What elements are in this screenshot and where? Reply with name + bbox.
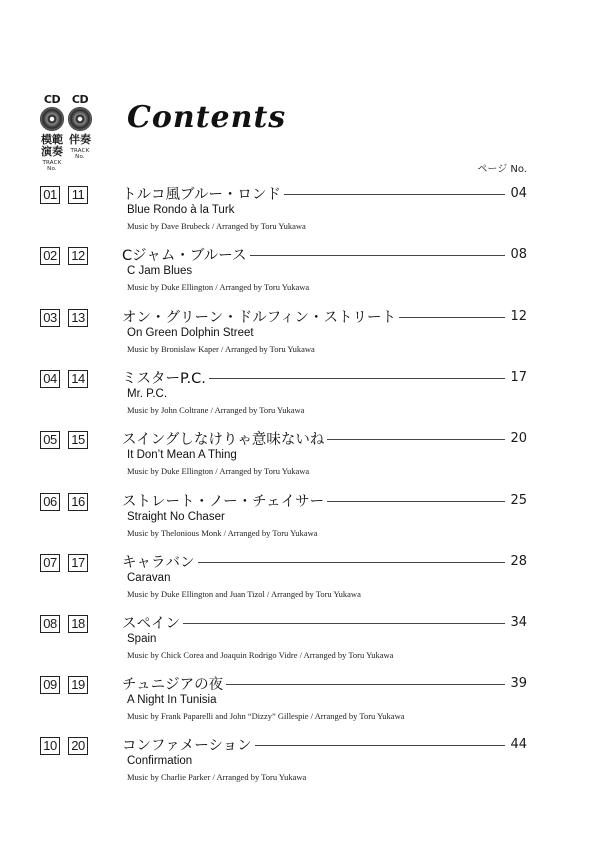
contents-entry[interactable] (0, 182, 610, 242)
cd-disc-icon (68, 107, 92, 131)
credit-line: Music by Dave Brubeck / Arranged by Toru Yukawa (127, 221, 306, 231)
page-number: 28 (510, 553, 527, 569)
japanese-title: オン・グリーン・ドルフィン・ストリート (122, 309, 397, 326)
dot-leader (209, 378, 506, 379)
accompaniment-track-number: 16 (68, 493, 88, 511)
contents-entry[interactable] (0, 611, 610, 671)
accompaniment-track-number: 19 (68, 676, 88, 694)
credit-line: Music by Frank Paparelli and John “Dizzy” Gillespie / Arranged by Toru Yukawa (127, 711, 405, 721)
contents-entry[interactable] (0, 427, 610, 487)
english-title: Spain (127, 633, 157, 645)
contents-entry[interactable] (0, 305, 610, 365)
page-number: 39 (510, 675, 527, 691)
credit-line: Music by Thelonious Monk / Arranged by Toru Yukawa (127, 528, 318, 538)
japanese-title: ストレート・ノー・チェイサー (122, 493, 325, 510)
english-title: It Don’t Mean A Thing (127, 449, 237, 461)
accompaniment-track-number: 12 (68, 247, 88, 265)
english-title: Straight No Chaser (127, 511, 225, 523)
page-number: 17 (510, 369, 527, 385)
english-title: Confirmation (127, 755, 193, 767)
dot-leader (327, 439, 505, 440)
credit-line: Music by Duke Ellington / Arranged by Toru Yukawa (127, 466, 310, 476)
dot-leader (399, 317, 505, 318)
accompaniment-track-number: 20 (68, 737, 88, 755)
credit-line: Music by Charlie Parker / Arranged by Toru Yukawa (127, 772, 307, 782)
page-title: Contents (127, 100, 287, 135)
cd-sub-label: 伴奏 (69, 133, 91, 146)
dot-leader (250, 255, 506, 256)
japanese-title: Cジャム・ブルース (122, 247, 247, 264)
dot-leader (284, 194, 506, 195)
model-track-number: 02 (40, 247, 60, 265)
japanese-title: スペイン (122, 615, 180, 632)
model-track-number: 05 (40, 431, 60, 449)
title-line (122, 550, 527, 572)
model-track-number: 01 (40, 186, 60, 204)
dot-leader (226, 684, 505, 685)
english-title: Caravan (127, 572, 171, 584)
japanese-title: トルコ風ブルー・ロンド (122, 186, 281, 203)
contents-entry[interactable] (0, 243, 610, 303)
cd-track-no-label: TRACK No. (70, 148, 90, 160)
credit-line: Music by John Coltrane / Arranged by Toru Yukawa (127, 405, 305, 415)
credit-line: Music by Duke Ellington / Arranged by Toru Yukawa (127, 282, 310, 292)
title-line (122, 305, 527, 327)
japanese-title: ミスターP.C. (122, 370, 206, 387)
cd-sub-label: 模範 演奏 (41, 133, 63, 158)
accompaniment-track-number: 14 (68, 370, 88, 388)
title-line (122, 611, 527, 633)
english-title: A Night In Tunisia (127, 694, 217, 706)
japanese-title: コンファメーション (122, 737, 252, 754)
contents-entry[interactable] (0, 672, 610, 732)
model-track-number: 04 (40, 370, 60, 388)
contents-entry[interactable] (0, 733, 610, 793)
dot-leader (255, 745, 506, 746)
title-line (122, 427, 527, 449)
model-track-number: 03 (40, 309, 60, 327)
credit-line: Music by Duke Ellington and Juan Tizol / Arranged by Toru Yukawa (127, 589, 361, 599)
accompaniment-track-number: 15 (68, 431, 88, 449)
model-track-number: 09 (40, 676, 60, 694)
contents-entry[interactable] (0, 366, 610, 426)
title-line (122, 182, 527, 204)
dot-leader (327, 501, 505, 502)
model-track-number: 07 (40, 554, 60, 572)
credit-line: Music by Bronislaw Kaper / Arranged by Toru Yukawa (127, 344, 315, 354)
japanese-title: チュニジアの夜 (122, 676, 224, 693)
page-number: 12 (510, 308, 527, 324)
page-number: 44 (510, 736, 527, 752)
title-line (122, 243, 527, 265)
accompaniment-track-number: 11 (68, 186, 88, 204)
contents-entry[interactable] (0, 489, 610, 549)
model-track-number: 10 (40, 737, 60, 755)
model-track-number: 06 (40, 493, 60, 511)
title-line (122, 733, 527, 755)
cd-column-model-performance (38, 94, 66, 172)
page-number: 08 (510, 246, 527, 262)
accompaniment-track-number: 18 (68, 615, 88, 633)
english-title: Blue Rondo à la Turk (127, 204, 235, 216)
contents-entry[interactable] (0, 550, 610, 610)
cd-track-no-label: TRACK No. (42, 160, 62, 172)
title-line (122, 672, 527, 694)
dot-leader (198, 562, 506, 563)
page-number: 34 (510, 614, 527, 630)
cd-column-accompaniment (66, 94, 94, 160)
english-title: C Jam Blues (127, 265, 193, 277)
cd-label: CD (43, 93, 61, 106)
english-title: Mr. P.C. (127, 388, 168, 400)
accompaniment-track-number: 13 (68, 309, 88, 327)
title-line (122, 489, 527, 511)
title-line (122, 366, 527, 388)
dot-leader (183, 623, 505, 624)
model-track-number: 08 (40, 615, 60, 633)
english-title: On Green Dolphin Street (127, 327, 254, 339)
page-number: 04 (510, 185, 527, 201)
credit-line: Music by Chick Corea and Joaquin Rodrigo Vidre / Arranged by Toru Yukawa (127, 650, 394, 660)
accompaniment-track-number: 17 (68, 554, 88, 572)
page-number-column-label: ページ No. (477, 164, 527, 175)
cd-label: CD (71, 93, 89, 106)
japanese-title: スイングしなけりゃ意味ないね (122, 431, 325, 448)
page-number: 20 (510, 430, 527, 446)
japanese-title: キャラバン (122, 554, 195, 571)
cd-disc-icon (40, 107, 64, 131)
page-number: 25 (510, 492, 527, 508)
